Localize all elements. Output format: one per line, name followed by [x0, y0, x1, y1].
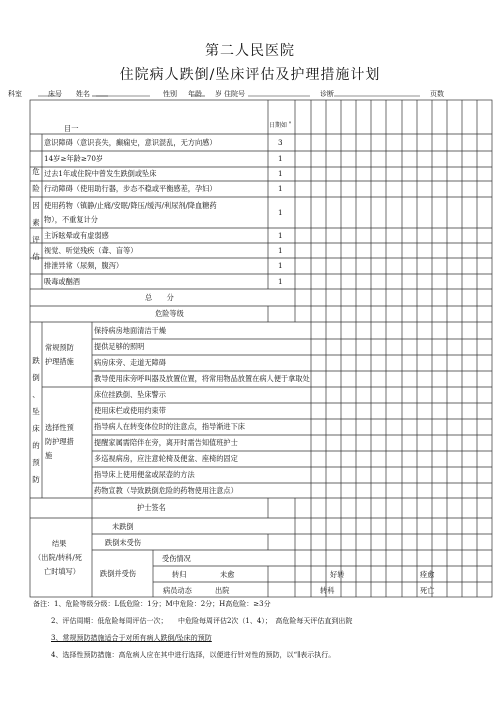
selective-measures-label: 选择性预 [45, 423, 74, 432]
field-age: 年龄 [188, 90, 202, 98]
field-admission-no: 住院号 [224, 90, 245, 98]
risk-item-score: 1 [278, 169, 283, 178]
nurse-signature-label: 护士签名 [137, 503, 166, 512]
selective-measures-label: 施 [45, 451, 53, 460]
column-header-date: 日期如＂ [269, 122, 294, 129]
risk-level-label: 危险等级 [155, 309, 184, 318]
remark-line: 2、评估周期：低危险每周评估一次； 中危险每周评估2次（1、4）； 高危险每天评估直到出院 [51, 617, 353, 625]
routine-item: 提供足够的照明 [94, 342, 145, 351]
risk-group-char: 因 [32, 201, 40, 210]
column-header-items: 目一 [64, 124, 79, 133]
selective-item: 多巡视病房，应注意轮椅及便盆、座椅的固定 [94, 454, 238, 463]
hospital-name: 第二人民医院 [205, 43, 295, 59]
outcome-no-fall: 未跌倒 [112, 522, 134, 531]
measure-group-char: 跌 [32, 356, 40, 365]
selective-item: 提醒家属需陪伴在旁，离开时需告知值班护士 [94, 438, 238, 447]
risk-group-char: 评 [32, 235, 40, 244]
risk-item-score: 1 [278, 277, 283, 286]
selective-item: 药物宣教（导致跌倒危险的药物使用注意点） [94, 486, 238, 495]
outcome-label: 亡时填写） [44, 567, 80, 576]
turnout-option: 好转 [330, 570, 345, 579]
risk-item-score: 1 [278, 246, 283, 255]
turnout-option: 痊愈 [420, 570, 435, 579]
selective-item: 使用床栏或使用约束带 [94, 406, 166, 415]
field-bed: 床号 [48, 90, 62, 98]
risk-item-label: 行动障碍（使用助行器，步态不稳或平衡感差，孕妇） [44, 184, 217, 193]
selective-item: 指导床上使用便盆或尿壶的方法 [94, 470, 195, 479]
field-name: 姓名 [76, 90, 90, 98]
field-pages: 页数 [430, 90, 444, 98]
outcome-label: （出院/转科/死 [34, 553, 82, 562]
remarks [33, 596, 493, 664]
patient-status-option: 出院 [215, 586, 230, 595]
routine-measures-label: 护理措施 [45, 357, 74, 366]
routine-item: 保持病房地面清洁干燥 [94, 326, 166, 335]
risk-group-char: 危 [32, 167, 40, 176]
risk-item-label: 吸毒或酗酒 [44, 277, 80, 286]
remark-line: 3、常规预防措施适合于对所有病人跌倒/坠床的预防 [51, 634, 212, 642]
risk-item-score: 1 [278, 231, 283, 240]
patient-status-label: 病员动态 [163, 586, 192, 595]
risk-item-label: 14岁≥年龄≥70岁 [44, 154, 104, 163]
measure-group-char: 的 [32, 441, 40, 450]
remark-line: 4、选择性预防措施：高危病人应在其中进行选择，以便进行针对性的预防，以“∥表示执行。 [51, 651, 336, 659]
measure-group-char: 床 [32, 424, 40, 433]
risk-item-label: 视觉、听觉残疾（聋、盲等） [44, 246, 138, 255]
routine-measures-label: 常规预防 [45, 343, 74, 352]
selective-item: 床位挂跌倒、坠床警示 [94, 390, 166, 399]
field-diagnosis: 诊断 [320, 90, 334, 98]
field-gender: 性别 [163, 90, 177, 98]
risk-item-label: 排泄异常（尿频，腹泻） [44, 261, 124, 270]
risk-group-char: 险 [32, 184, 40, 193]
remark-line: 备注：1、危险等级分级：L低危险：1分；M中危险：2分；H高危险：≥3分 [33, 600, 271, 608]
turnout-option: 未愈 [220, 570, 235, 579]
risk-item-label: 意识障碍（意识丧失，癫痫史，意识混乱，无方向感） [44, 138, 217, 147]
patient-status-option: 转科 [320, 586, 335, 595]
risk-item-score: 1 [278, 208, 283, 217]
risk-item-label: 过去1年或住院中曾发生跌倒或坠床 [44, 169, 157, 178]
selective-item: 指导病人在转变体位时的注意点，指导渐进下床 [94, 422, 245, 431]
risk-item-score: 1 [278, 154, 283, 163]
outcome-fall-no-injury: 跌倒未受伤 [105, 538, 141, 547]
measure-group-char: 预 [32, 458, 40, 467]
turnout-label: 转归 [172, 570, 187, 579]
form-title: 住院病人跌倒/坠床评估及护理措施计划 [119, 67, 381, 83]
risk-group-char: 素 [32, 218, 40, 227]
risk-group-char: 估 [32, 252, 40, 261]
risk-item-label-line: 使用药物（镇静/止痛/安眠/降压/缓泻/利尿剂/降血糖药 [44, 201, 217, 210]
patient-status-option: 死亡 [420, 586, 435, 595]
total-score-label: 总 分 [145, 293, 174, 302]
measure-group-char: 、 [32, 390, 40, 399]
risk-item-label: 主诉眩晕或有虚弱感 [44, 231, 109, 240]
measure-group-char: 倒 [32, 373, 40, 382]
routine-item: 病房床旁、走道无障碍 [94, 358, 166, 367]
risk-item-score: 3 [278, 138, 283, 147]
measure-group-char: 防 [32, 475, 40, 484]
risk-item-score: 1 [278, 261, 283, 270]
selective-measures-label: 防护理措 [45, 437, 74, 446]
routine-item: 教导使用床旁呼叫器及放置位置，将常用物品放置在病人便于拿取处 [94, 374, 310, 383]
outcome-fall-injury: 跌倒并受伤 [100, 569, 136, 578]
injury-status-label: 受伤情况 [162, 554, 191, 563]
measure-group-char: 坠 [32, 407, 40, 416]
field-department: 科室 [8, 90, 22, 98]
risk-item-label-line: 物），不重复计分 [44, 215, 98, 224]
field-age-unit: 岁 [215, 90, 222, 98]
risk-item-score: 1 [278, 184, 283, 193]
outcome-label: 结果 [52, 539, 67, 548]
